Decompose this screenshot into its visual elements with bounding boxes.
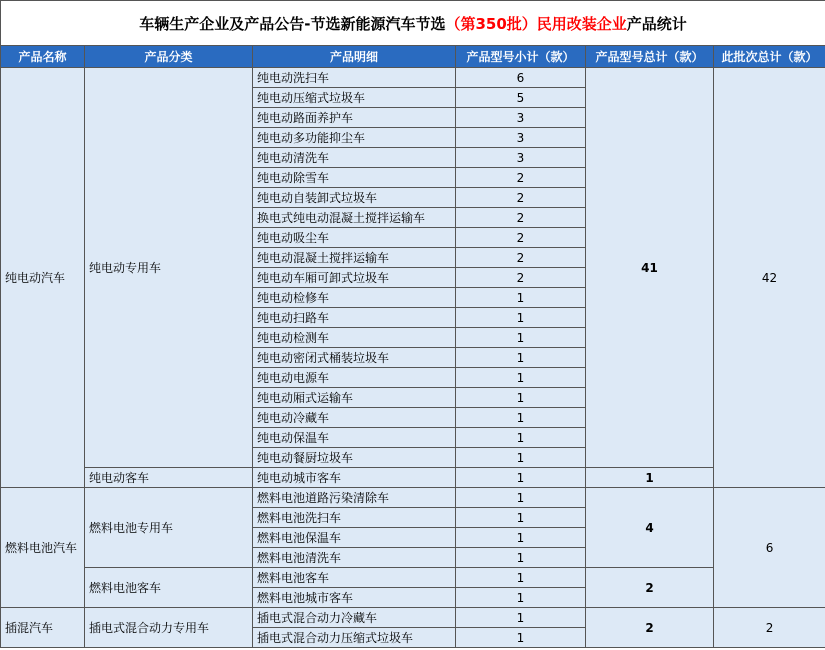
table-body [1,68,825,648]
model-total-cell: 2 [586,608,714,648]
header-model-subtotal: 产品型号小计（款） [456,46,586,68]
product-detail-cell: 纯电动车厢可卸式垃圾车 [253,268,456,288]
product-category-cell: 燃料电池专用车 [85,488,253,568]
product-detail-cell: 纯电动冷藏车 [253,408,456,428]
header-product-name: 产品名称 [1,46,85,68]
model-subtotal-cell: 1 [456,368,586,388]
table-row [1,68,825,88]
model-total-cell: 41 [586,68,714,468]
product-detail-cell: 燃料电池洗扫车 [253,508,456,528]
model-total-cell: 1 [586,468,714,488]
model-subtotal-cell: 3 [456,108,586,128]
model-total-cell: 4 [586,488,714,568]
model-subtotal-cell: 1 [456,388,586,408]
model-subtotal-cell: 2 [456,208,586,228]
model-subtotal-cell: 1 [456,448,586,468]
model-subtotal-cell: 6 [456,68,586,88]
product-detail-cell: 纯电动餐厨垃圾车 [253,448,456,468]
product-detail-cell: 纯电动洗扫车 [253,68,456,88]
table-title [1,1,825,46]
product-detail-cell: 纯电动压缩式垃圾车 [253,88,456,108]
model-subtotal-cell: 1 [456,588,586,608]
product-detail-cell: 纯电动混凝土搅拌运输车 [253,248,456,268]
title-row [1,1,825,46]
product-name-cell: 插混汽车 [1,608,85,648]
model-subtotal-cell: 2 [456,228,586,248]
table-row [1,488,825,508]
model-subtotal-cell: 2 [456,248,586,268]
model-subtotal-cell: 2 [456,268,586,288]
product-detail-cell: 燃料电池客车 [253,568,456,588]
header-product-category: 产品分类 [85,46,253,68]
model-subtotal-cell: 1 [456,508,586,528]
title-part-2: （第350批）民用改装企业 [445,14,627,33]
product-detail-cell: 纯电动检修车 [253,288,456,308]
model-subtotal-cell: 1 [456,468,586,488]
model-subtotal-cell: 2 [456,168,586,188]
product-detail-cell: 燃料电池道路污染清除车 [253,488,456,508]
product-detail-cell: 纯电动自装卸式垃圾车 [253,188,456,208]
product-detail-cell: 插电式混合动力压缩式垃圾车 [253,628,456,648]
product-detail-cell: 纯电动保温车 [253,428,456,448]
model-subtotal-cell: 1 [456,528,586,548]
batch-total-cell: 42 [714,68,825,488]
product-detail-cell: 燃料电池清洗车 [253,548,456,568]
product-detail-cell: 纯电动城市客车 [253,468,456,488]
model-subtotal-cell: 1 [456,488,586,508]
batch-total-cell: 2 [714,608,825,648]
batch-total-cell: 6 [714,488,825,608]
header-model-total: 产品型号总计（款） [586,46,714,68]
table-row [1,608,825,628]
title-part-3: 产品统计 [626,14,687,33]
product-detail-cell: 纯电动厢式运输车 [253,388,456,408]
model-subtotal-cell: 1 [456,348,586,368]
product-detail-cell: 插电式混合动力冷藏车 [253,608,456,628]
model-subtotal-cell: 1 [456,288,586,308]
product-category-cell: 插电式混合动力专用车 [85,608,253,648]
model-subtotal-cell: 1 [456,568,586,588]
header-batch-total: 此批次总计（款） [714,46,825,68]
table-row [1,568,825,588]
model-subtotal-cell: 5 [456,88,586,108]
model-subtotal-cell: 3 [456,148,586,168]
model-subtotal-cell: 1 [456,608,586,628]
model-subtotal-cell: 2 [456,188,586,208]
header-product-detail: 产品明细 [253,46,456,68]
table-row [1,468,825,488]
product-detail-cell: 燃料电池城市客车 [253,588,456,608]
product-detail-cell: 燃料电池保温车 [253,528,456,548]
product-name-cell: 纯电动汽车 [1,68,85,488]
header-row [1,46,825,68]
product-detail-cell: 纯电动密闭式桶装垃圾车 [253,348,456,368]
model-subtotal-cell: 3 [456,128,586,148]
product-detail-cell: 换电式纯电动混凝土搅拌运输车 [253,208,456,228]
model-subtotal-cell: 1 [456,548,586,568]
product-category-cell: 燃料电池客车 [85,568,253,608]
product-category-cell: 纯电动专用车 [85,68,253,468]
model-subtotal-cell: 1 [456,308,586,328]
model-subtotal-cell: 1 [456,628,586,648]
model-total-cell: 2 [586,568,714,608]
product-detail-cell: 纯电动清洗车 [253,148,456,168]
product-detail-cell: 纯电动电源车 [253,368,456,388]
product-detail-cell: 纯电动路面养护车 [253,108,456,128]
product-detail-cell: 纯电动检测车 [253,328,456,348]
product-detail-cell: 纯电动吸尘车 [253,228,456,248]
product-detail-cell: 纯电动多功能抑尘车 [253,128,456,148]
product-detail-cell: 纯电动除雪车 [253,168,456,188]
model-subtotal-cell: 1 [456,328,586,348]
product-name-cell: 燃料电池汽车 [1,488,85,608]
model-subtotal-cell: 1 [456,428,586,448]
title-part-1: 车辆生产企业及产品公告-节选新能源汽车节选 [139,14,446,33]
model-subtotal-cell: 1 [456,408,586,428]
product-detail-cell: 纯电动扫路车 [253,308,456,328]
product-category-cell: 纯电动客车 [85,468,253,488]
